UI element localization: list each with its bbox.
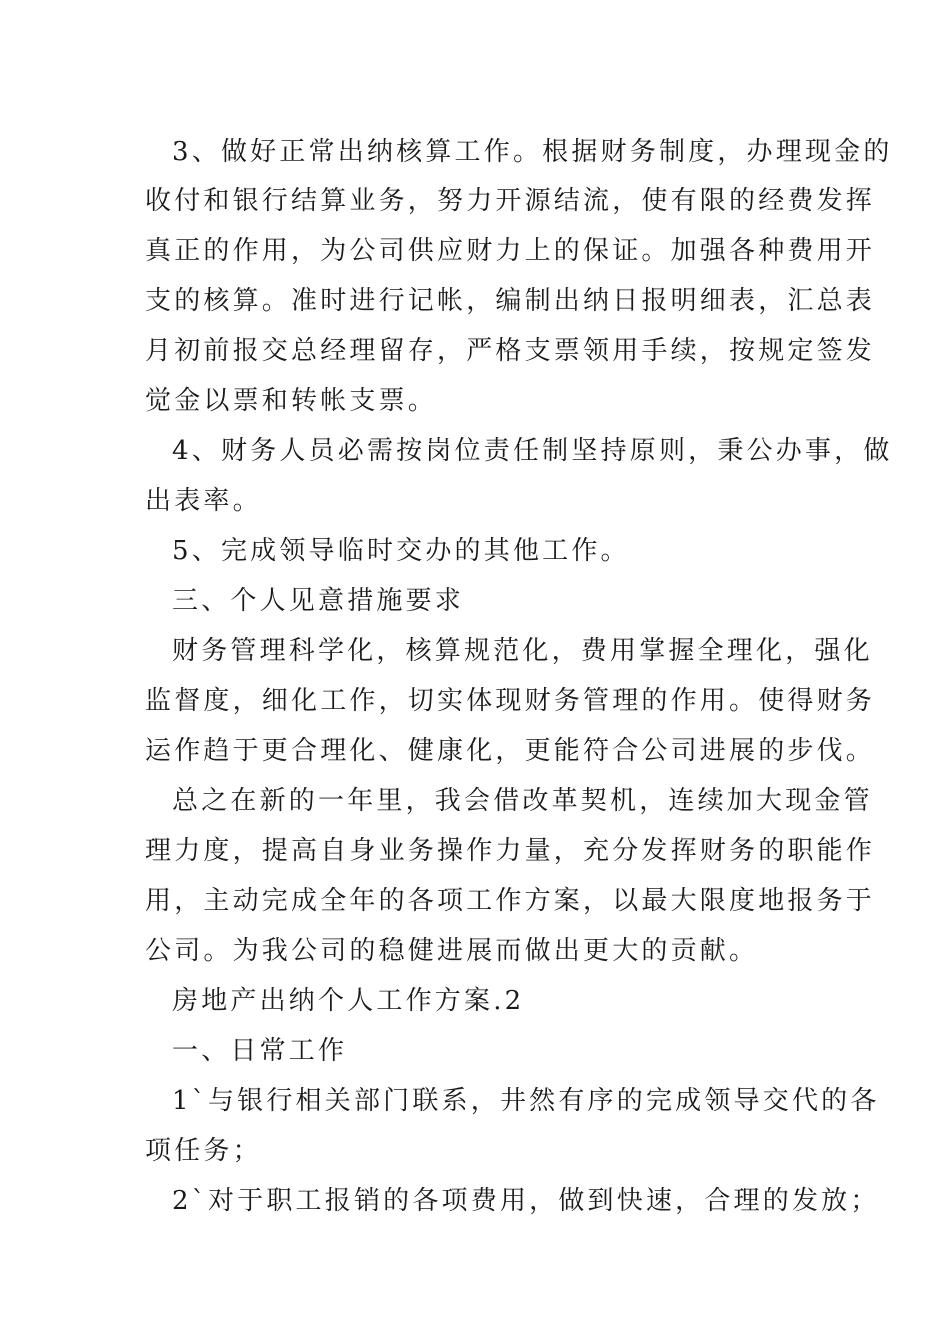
paragraph-3-line-4: 支的核算。准时进行记帐，编制出纳日报明细表，汇总表 xyxy=(145,286,876,316)
paragraph-3-line-5: 月初前报交总经理留存，严格支票领用手续，按规定签发 xyxy=(145,336,876,366)
paragraph-5-line-1: 5、完成领导临时交办的其他工作。 xyxy=(172,536,630,566)
paragraph-measures-line-1: 财务管理科学化，核算规范化，费用掌握全理化，强化 xyxy=(172,636,873,666)
paragraph-3-line-3: 真正的作用，为公司供应财力上的保证。加强各种费用开 xyxy=(145,236,876,266)
item-1-line-1: 1`与银行相关部门联系，井然有序的完成领导交代的各 xyxy=(172,1086,880,1116)
paragraph-summary-line-2: 理力度，提高自身业务操作力量，充分发挥财务的职能作 xyxy=(145,836,876,866)
paragraph-3-line-6: 觉金以票和转帐支票。 xyxy=(145,386,438,416)
item-1-line-2: 项任务； xyxy=(145,1136,262,1166)
paragraph-3-line-2: 收付和银行结算业务，努力开源结流，使有限的经费发挥 xyxy=(145,186,876,216)
paragraph-summary-line-3: 用，主动完成全年的各项工作方案，以最大限度地报务于 xyxy=(145,886,876,916)
paragraph-4-line-1: 4、财务人员必需按岗位责任制坚持原则，秉公办事，做 xyxy=(172,436,893,466)
section-heading-1: 一、日常工作 xyxy=(172,1036,348,1066)
paragraph-measures-line-3: 运作趋于更合理化、健康化，更能符合公司进展的步伐。 xyxy=(145,736,876,766)
paragraph-4-line-2: 出表率。 xyxy=(145,486,262,516)
paragraph-measures-line-2: 监督度，细化工作，切实体现财务管理的作用。使得财务 xyxy=(145,686,876,716)
paragraph-3-line-1: 3、做好正常出纳核算工作。根据财务制度，办理现金的 xyxy=(172,137,893,167)
paragraph-summary-line-4: 公司。为我公司的稳健进展而做出更大的贡献。 xyxy=(145,936,759,966)
item-2-line-1: 2`对于职工报销的各项费用，做到快速，合理的发放； xyxy=(172,1186,880,1216)
paragraph-summary-line-1: 总之在新的一年里，我会借改革契机，连续加大现金管 xyxy=(172,786,873,816)
section-heading-3: 三、个人见意措施要求 xyxy=(172,586,465,616)
document-title-2: 房地产出纳个人工作方案.2 xyxy=(172,986,525,1016)
